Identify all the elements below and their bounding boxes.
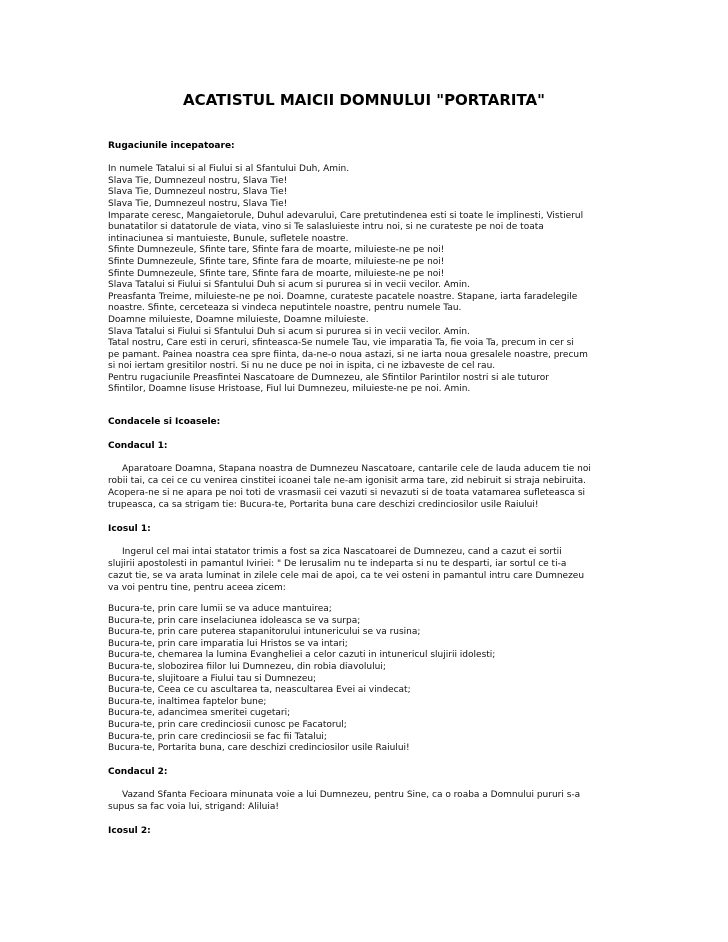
paragraph-line: Vazand Sfanta Fecioara minunata voie a lui Dumnezeu, pentru Sine, ca o roaba a Domnului pururi s-a — [122, 790, 581, 801]
text-line: noastre. Sfinte, cerceteaza si vindeca neputintele noastre, pentru numele Tau. — [108, 303, 462, 314]
list-item: Bucura-te, adancimea smeritei cugetari; — [108, 708, 291, 719]
paragraph-line: slujirii apostolesti in pamantul Iviriei: " De Ierusalim nu te indeparta si nu te desparti, iar sortul ce ti-a — [108, 559, 567, 570]
text-line: Sfinte Dumnezeule, Sfinte tare, Sfinte fara de moarte, miluieste-ne pe noi! — [108, 268, 445, 279]
paragraph-line: va voi pentru tine, pentru aceea zicem: — [108, 583, 286, 594]
paragraph-line: robii tai, ca cei ce cu venirea cinstitei icoanei tale ne-am igonisit arma tare, zid nebiruit si straja nebiruita. — [108, 476, 586, 487]
condacul-1-text — [108, 464, 708, 512]
condacul-2-text — [108, 790, 708, 814]
text-line: Sfintilor, Doamne Iisuse Hristoase, Fiul lui Dumnezeu, miluieste-ne pe noi. Amin. — [108, 384, 471, 395]
text-line: Doamne miluieste, Doamne miluieste, Doamne miluieste. — [108, 314, 369, 325]
text-line: si noi iertam gresitilor nostri. Si nu ne duce pe noi in ispita, ci ne izbaveste de cel rau. — [108, 361, 496, 372]
paragraph-line: cazut tie, se va arata luminat in zilele cele mai de apoi, ca te vei osteni in pamantul intru care Dumnezeu — [108, 571, 585, 582]
list-item: Bucura-te, prin care inselaciunea idoleasca se va surpa; — [108, 615, 361, 626]
paragraph-line: Aparatoare Doamna, Stapana noastra de Dumnezeu Nascatoare, cantarile cele de lauda aducem tie noi — [122, 464, 591, 475]
text-line: bunatatilor si datatorule de viata, vino si Te salasluieste intru noi, si ne curateste pe noi de toata — [108, 222, 544, 233]
list-item: Bucura-te, prin care credinciosii cunosc pe Facatorul; — [108, 719, 347, 730]
list-item: Bucura-te, inaltimea faptelor bune; — [108, 696, 267, 707]
list-item: Bucura-te, prin care imparatia lui Hristos se va intari; — [108, 638, 348, 649]
paragraph-line: trupeasca, ca sa strigam tie: Bucura-te, Portarita buna care deschizi credinciosilor usile Raiului! — [108, 499, 539, 510]
text-line: Imparate ceresc, Mangaietorule, Duhul adevarului, Care pretutindenea esti si toate le implinesti, Vistierul — [108, 210, 584, 221]
rugaciuni-text — [108, 164, 708, 396]
list-item: Bucura-te, slobozirea fiilor lui Dumnezeu, din robia diavolului; — [108, 661, 386, 672]
text-line: Slava Tatalui si Fiului si Sfantului Duh si acum si pururea si in vecii vecilor. Amin. — [108, 280, 470, 291]
text-line: Tatal nostru, Care esti in ceruri, sfinteasca-Se numele Tau, vie imparatia Ta, fie voia Ta, precum in cer si — [108, 338, 574, 349]
text-line: Slava Tie, Dumnezeul nostru, Slava Tie! — [108, 198, 288, 209]
list-item: Bucura-te, chemarea la lumina Evangheliei a celor cazuti in intunericul slujirii idolesti; — [108, 650, 496, 661]
paragraph-line: Ingerul cel mai intai statator trimis a fost sa zica Nascatoarei de Dumnezeu, cand a cazut ei sortii — [122, 547, 562, 558]
section-heading-condacul-1: Condacul 1: — [108, 440, 168, 451]
text-line: Pentru rugaciunile Preasfintei Nascatoare de Dumnezeu, ale Sfintilor Parintilor nostri si ale tuturor — [108, 372, 549, 383]
bucura-te-list — [108, 604, 708, 755]
text-line: pe pamant. Painea noastra cea spre fiinta, da-ne-o noua astazi, si ne iarta noua gresalele noastre, precum — [108, 349, 588, 360]
list-item: Bucura-te, prin care credinciosii se fac fii Tatalui; — [108, 731, 327, 742]
section-heading-condacul-2: Condacul 2: — [108, 766, 168, 777]
paragraph-line: Acopera-ne si ne apara pe noi toti de vrasmasii cei vazuti si nevazuti si de toata vatamarea sufleteasca si — [108, 488, 586, 499]
section-heading-rugaciuni: Rugaciunile incepatoare: — [108, 141, 235, 151]
text-line: In numele Tatalui si al Fiului si al Sfantului Duh, Amin. — [108, 164, 350, 175]
list-item: Bucura-te, prin care puterea stapanitorului intunericului se va rusina; — [108, 627, 421, 638]
text-line: Sfinte Dumnezeule, Sfinte tare, Sfinte fara de moarte, miluieste-ne pe noi! — [108, 245, 445, 256]
text-line: Preasfanta Treime, miluieste-ne pe noi. Doamne, curateste pacatele noastre. Stapane, iarta faradelegile — [108, 291, 578, 302]
list-item: Bucura-te, prin care lumii se va aduce mantuirea; — [108, 603, 332, 614]
section-heading-icosul-1: Icosul 1: — [108, 523, 151, 534]
text-line: Slava Tie, Dumnezeul nostru, Slava Tie! — [108, 175, 288, 186]
document-body — [108, 141, 708, 838]
list-item: Bucura-te, slujitoare a Fiului tau si Dumnezeu; — [108, 673, 317, 684]
list-item: Bucura-te, Portarita buna, care deschizi credinciosilor usile Raiului! — [108, 743, 410, 754]
text-line: Sfinte Dumnezeule, Sfinte tare, Sfinte fara de moarte, miluieste-ne pe noi! — [108, 256, 445, 267]
text-line: Slava Tie, Dumnezeul nostru, Slava Tie! — [108, 187, 288, 198]
document-title: ACATISTUL MAICII DOMNULUI "PORTARITA" — [183, 91, 545, 109]
text-line: Slava Tatalui si Fiului si Sfantului Duh si acum si pururea si in vecii vecilor. Amin. — [108, 326, 470, 337]
section-heading-icosul-2: Icosul 2: — [108, 826, 151, 837]
text-line: intinaciunea si mantuieste, Bunule, sufletele noastre. — [108, 233, 349, 244]
section-heading-condacele: Condacele si Icoasele: — [108, 417, 221, 428]
paragraph-line: supus sa fac voia lui, strigand: Aliluia! — [108, 802, 279, 813]
list-item: Bucura-te, Ceea ce cu ascultarea ta, neascultarea Evei ai vindecat; — [108, 685, 411, 696]
icosul-1-text — [108, 547, 708, 595]
